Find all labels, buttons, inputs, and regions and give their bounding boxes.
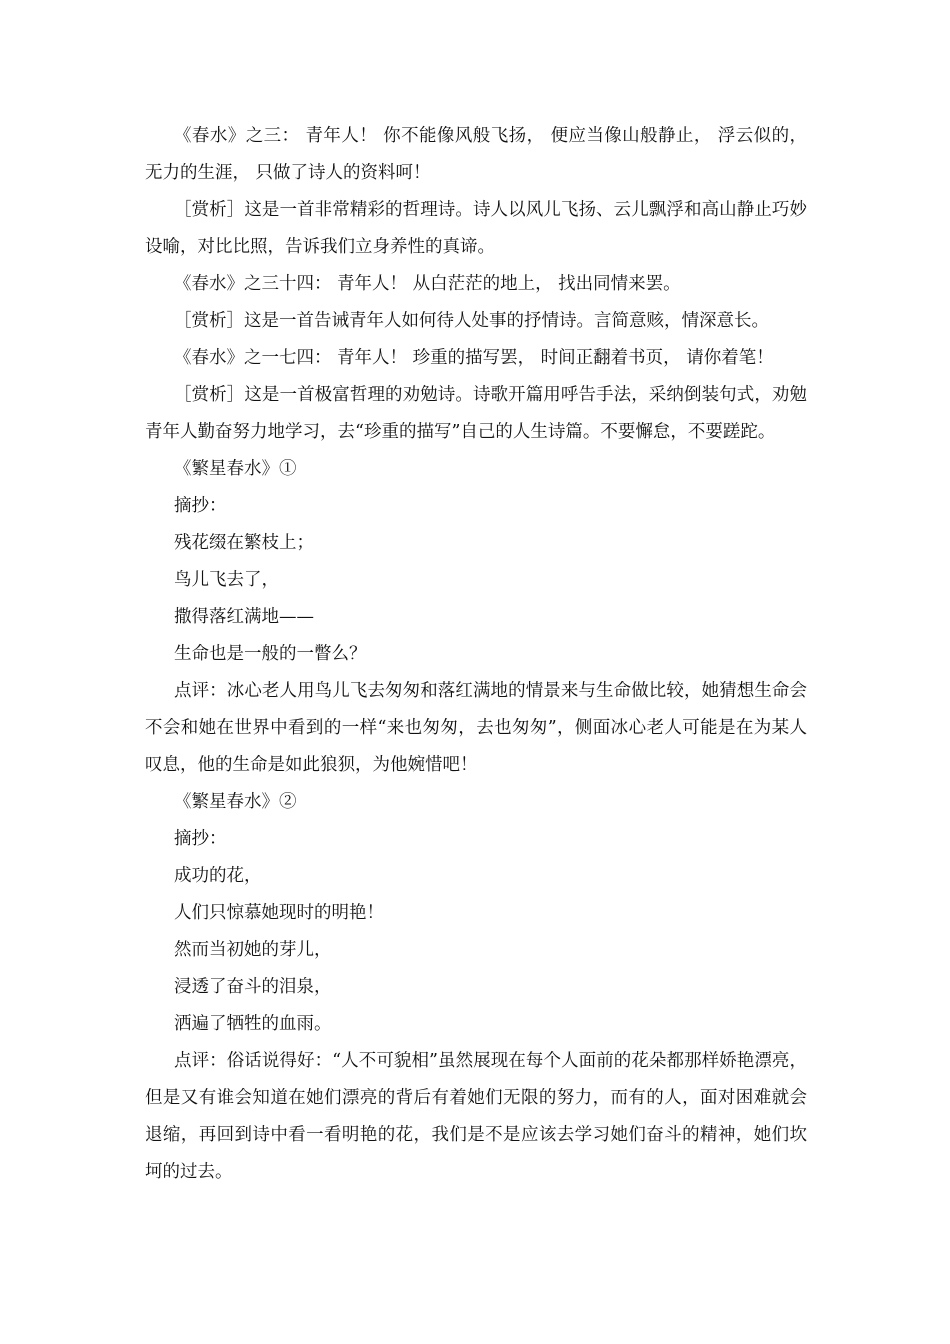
- excerpt-label-1: 摘抄：: [174, 496, 227, 516]
- section-heading-2: 《繁星春水》②: [174, 792, 297, 812]
- verse-line: 然而当初她的芽儿，: [174, 940, 332, 960]
- analysis-chunshui-174: ［赏析］这是一首极富哲理的劝勉诗。诗歌开篇用呼告手法，采纳倒装句式，劝勉青年人勤奋努力地学习，去“珍重的描写”自己的人生诗篇。不要懈怠，不要蹉跎。: [145, 385, 807, 442]
- verse-line: 人们只惊慕她现时的明艳！: [174, 903, 384, 923]
- analysis-chunshui-34: ［赏析］这是一首告诫青年人如何待人处事的抒情诗。言简意赅，情深意长。: [174, 311, 769, 331]
- poem-chunshui-3: 《春水》之三： 青年人！ 你不能像风般飞扬， 便应当像山般静止， 浮云似的， 无力的生涯， 只做了诗人的资料呵！: [145, 126, 807, 183]
- verse-line: 浸透了奋斗的泪泉，: [174, 977, 332, 997]
- verse-line: 生命也是一般的一瞥么？: [174, 644, 367, 664]
- verse-line: 鸟儿飞去了，: [174, 570, 279, 590]
- poem-chunshui-34: 《春水》之三十四： 青年人！ 从白茫茫的地上， 找出同情来罢。: [174, 274, 681, 294]
- document-body: [145, 118, 807, 1191]
- verse-line: 洒遍了牺牲的血雨。: [174, 1014, 332, 1034]
- verse-line: 残花缀在繁枝上；: [174, 533, 314, 553]
- analysis-chunshui-3: ［赏析］这是一首非常精彩的哲理诗。诗人以风儿飞扬、云儿飘浮和高山静止巧妙设喻，对比比照，告诉我们立身养性的真谛。: [145, 200, 807, 257]
- section-heading-1: 《繁星春水》①: [174, 459, 297, 479]
- verse-line: 撒得落红满地——: [174, 607, 314, 627]
- verse-line: 成功的花，: [174, 866, 262, 886]
- commentary-1: 点评：冰心老人用鸟儿飞去匆匆和落红满地的情景来与生命做比较，她猜想生命会不会和她在世界中看到的一样“来也匆匆，去也匆匆”，侧面冰心老人可能是在为某人叹息，他的生命是如此狼狈，为他婉惜吧！: [145, 681, 807, 775]
- poem-chunshui-174: 《春水》之一七四： 青年人！ 珍重的描写罢， 时间正翻着书页， 请你着笔！: [174, 348, 774, 368]
- excerpt-label-2: 摘抄：: [174, 829, 227, 849]
- commentary-2: 点评：俗话说得好：“人不可貌相”虽然展现在每个人面前的花朵都那样娇艳漂亮，但是又有谁会知道在她们漂亮的背后有着她们无限的努力，而有的人，面对困难就会退缩，再回到诗中看一看明艳的花，我们是不是应该去学习她们奋斗的精神，她们坎坷的过去。: [145, 1051, 807, 1182]
